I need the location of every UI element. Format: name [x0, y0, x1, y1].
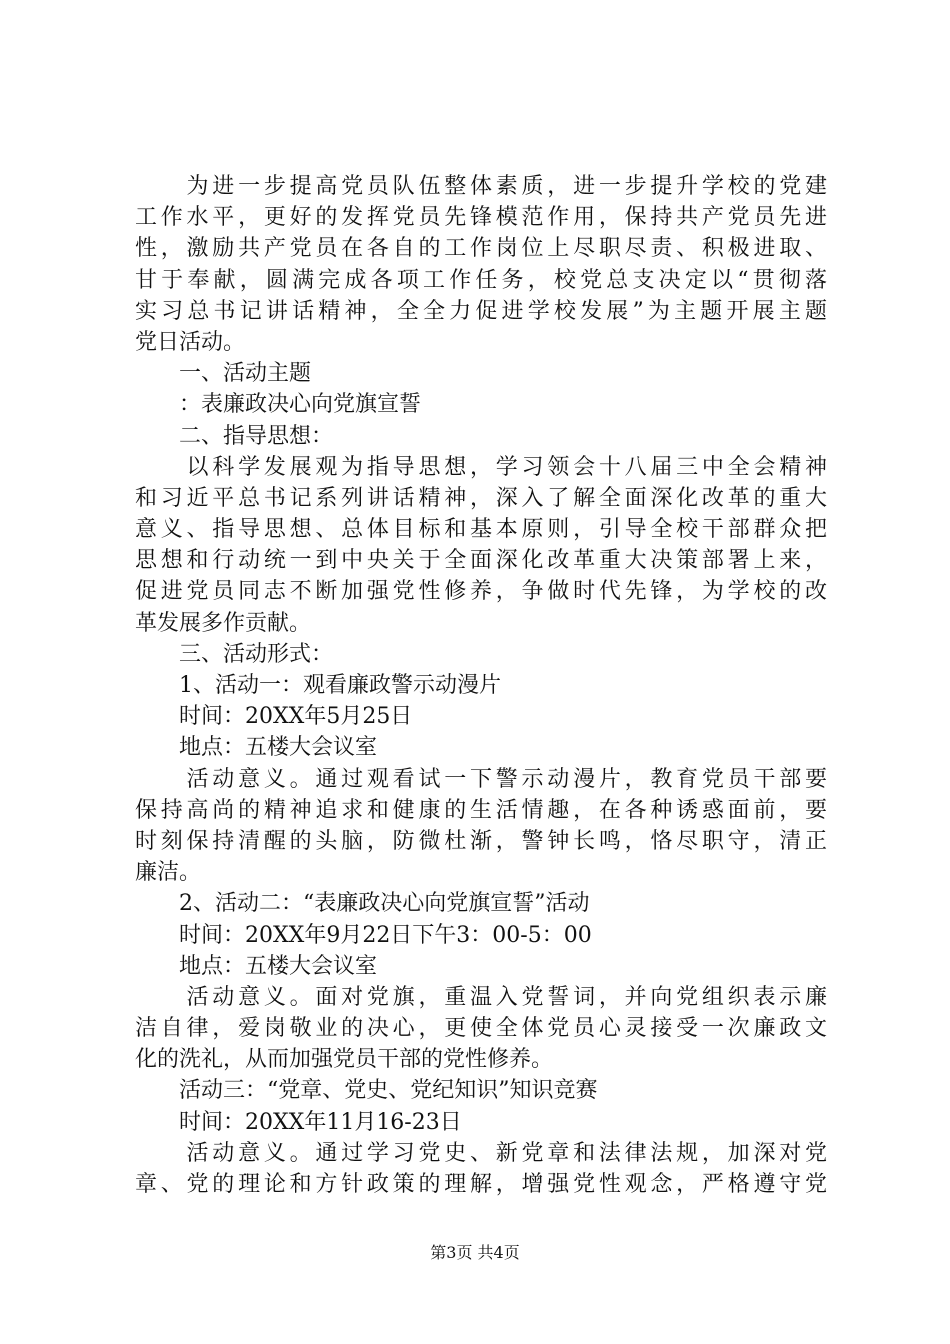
- text-line: 为进一步提高党员队伍整体素质，进一步提升学校的党建: [135, 174, 827, 199]
- text-line: 甘于奉献，圆满完成各项工作任务，校党总支决定以“贯彻落: [135, 267, 827, 293]
- text-line: 活动意义。通过学习党史、新党章和法律法规，加深对党: [135, 1140, 827, 1166]
- text-line: 保持高尚的精神追求和健康的生活情趣，在各种诱惑面前，要: [135, 797, 827, 823]
- text-line: 时刻保持清醒的头脑，防微杜渐，警钟长鸣，恪尽职守，清正: [135, 828, 827, 854]
- text-line: 2、活动二：“表廉政决心向党旗宣誓”活动: [135, 891, 590, 917]
- text-line: 时间：20XX年5月25日: [135, 704, 413, 730]
- text-line: ：表廉政决心向党旗宣誓: [135, 392, 422, 418]
- text-line: 活动意义。通过观看试一下警示动漫片，教育党员干部要: [135, 766, 827, 792]
- text-line: 党日活动。: [135, 329, 246, 355]
- page-footer: 第3页 共4页: [430, 1243, 520, 1262]
- text-line: 革发展多作贡献。: [135, 610, 312, 636]
- text-line: 地点：五楼大会议室: [135, 953, 378, 979]
- text-line: 工作水平，更好的发挥党员先锋模范作用，保持共产党员先进: [135, 205, 827, 231]
- text-line: 活动三：“党章、党史、党纪知识”知识竞赛: [135, 1078, 598, 1104]
- text-line: 一、活动主题: [135, 361, 312, 387]
- text-line: 性，激励共产党员在各自的工作岗位上尽职尽责、积极进取、: [135, 236, 827, 262]
- text-line: 化的洗礼，从而加强党员干部的党性修养。: [135, 1047, 554, 1073]
- text-line: 1、活动一：观看廉政警示动漫片: [135, 673, 501, 698]
- text-line: 实习总书记讲话精神，全全力促进学校发展”为主题开展主题: [135, 298, 827, 324]
- text-line: 活动意义。面对党旗，重温入党誓词，并向党组织表示廉: [135, 984, 827, 1010]
- document-body: [135, 171, 827, 1200]
- text-line: 以科学发展观为指导思想，学习领会十八届三中全会精神: [135, 454, 827, 480]
- text-line: 洁自律，爱岗敬业的决心，更使全体党员心灵接受一次廉政文: [135, 1016, 827, 1042]
- text-line: 思想和行动统一到中央关于全面深化改革重大决策部署上来，: [135, 548, 827, 574]
- text-line: 时间：20XX年9月22日下午3：00-5：00: [135, 922, 592, 948]
- text-line: 意义、指导思想、总体目标和基本原则，引导全校干部群众把: [135, 517, 827, 543]
- text-line: 时间：20XX年11月16-23日: [135, 1109, 462, 1135]
- text-line: 三、活动形式：: [135, 641, 334, 667]
- text-line: 二、指导思想：: [135, 423, 334, 449]
- text-line: 廉洁。: [135, 860, 202, 886]
- text-line: 章、党的理论和方针政策的理解，增强党性观念，严格遵守党: [135, 1172, 827, 1197]
- text-line: 地点：五楼大会议室: [135, 735, 378, 761]
- text-line: 和习近平总书记系列讲话精神，深入了解全面深化改革的重大: [135, 485, 827, 511]
- text-line: 促进党员同志不断加强党性修养，争做时代先锋，为学校的改: [135, 579, 827, 605]
